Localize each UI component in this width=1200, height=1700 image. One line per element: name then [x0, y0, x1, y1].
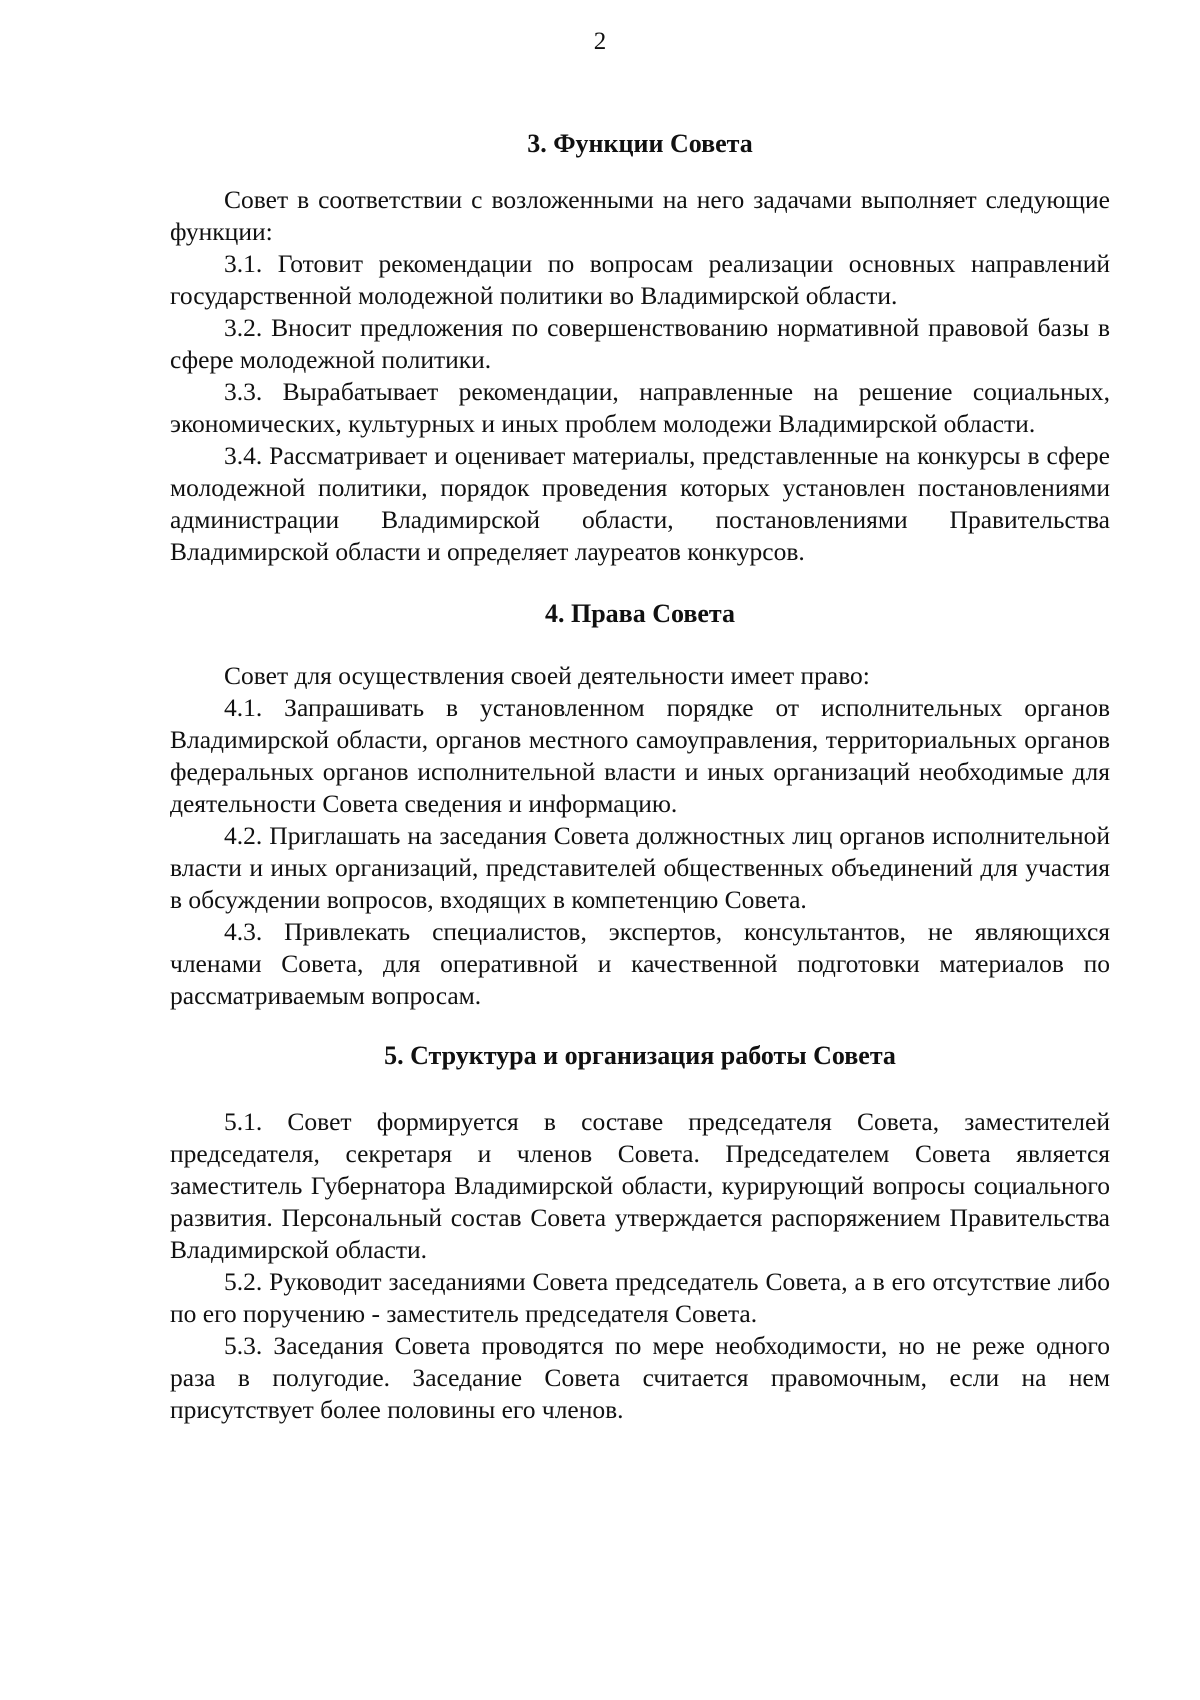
section-structure [170, 1040, 1110, 1426]
section-functions [170, 128, 1110, 568]
paragraph: 4.1. Запрашивать в установленном порядке от исполнительных органов Владимирской области, органов местного самоуправления, территориальных органов федеральных органов исполнительной власти и иных организаций необходимые для деятельности Совета сведения и информацию. [170, 693, 1110, 818]
paragraph: 5.2. Руководит заседаниями Совета председатель Совета, а в его отсутствие либо по его поручению - заместитель председателя Совета. [170, 1267, 1110, 1328]
paragraph: 3.3. Вырабатывает рекомендации, направленные на решение социальных, экономических, культурных и иных проблем молодежи Владимирской области. [170, 377, 1110, 438]
paragraph: 3.1. Готовит рекомендации по вопросам реализации основных направлений государственной молодежной политики во Владимирской области. [170, 249, 1110, 310]
paragraph: 4.2. Приглашать на заседания Совета должностных лиц органов исполнительной власти и иных организаций, представителей общественных объединений для участия в обсуждении вопросов, входящих в компетенцию Совета. [170, 821, 1110, 914]
section-heading: 5. Структура и организация работы Совета [384, 1041, 896, 1070]
page-number: 2 [593, 28, 607, 55]
section-heading: 4. Права Совета [544, 599, 736, 628]
document-body [170, 128, 1110, 1426]
section-heading: 3. Функции Совета [527, 129, 753, 158]
paragraph: 4.3. Привлекать специалистов, экспертов, консультантов, не являющихся членами Совета, для оперативной и качественной подготовки материалов по рассматриваемым вопросам. [170, 917, 1110, 1010]
section-rights [170, 598, 1110, 1012]
paragraph: 5.3. Заседания Совета проводятся по мере необходимости, но не реже одного раза в полугодие. Заседание Совета считается правомочным, если на нем присутствует более половины его членов. [170, 1331, 1110, 1424]
paragraph: 3.2. Вносит предложения по совершенствованию нормативной правовой базы в сфере молодежной политики. [170, 313, 1110, 374]
paragraph: 5.1. Совет формируется в составе председателя Совета, заместителей председателя, секретаря и членов Совета. Председателем Совета является заместитель Губернатора Владимирской области, курирующий вопросы социального развития. Персональный состав Совета утверждается распоряжением Правительства Владимирской области. [170, 1107, 1110, 1264]
paragraph: Совет в соответствии с возложенными на него задачами выполняет следующие функции: [170, 185, 1110, 246]
paragraph: Совет для осуществления своей деятельности имеет право: [224, 661, 870, 690]
paragraph: 3.4. Рассматривает и оценивает материалы, представленные на конкурсы в сфере молодежной политики, порядок проведения которых установлен постановлениями администрации Владимирской области, постановлениями Правительства Владимирской области и определяет лауреатов конкурсов. [170, 441, 1110, 566]
